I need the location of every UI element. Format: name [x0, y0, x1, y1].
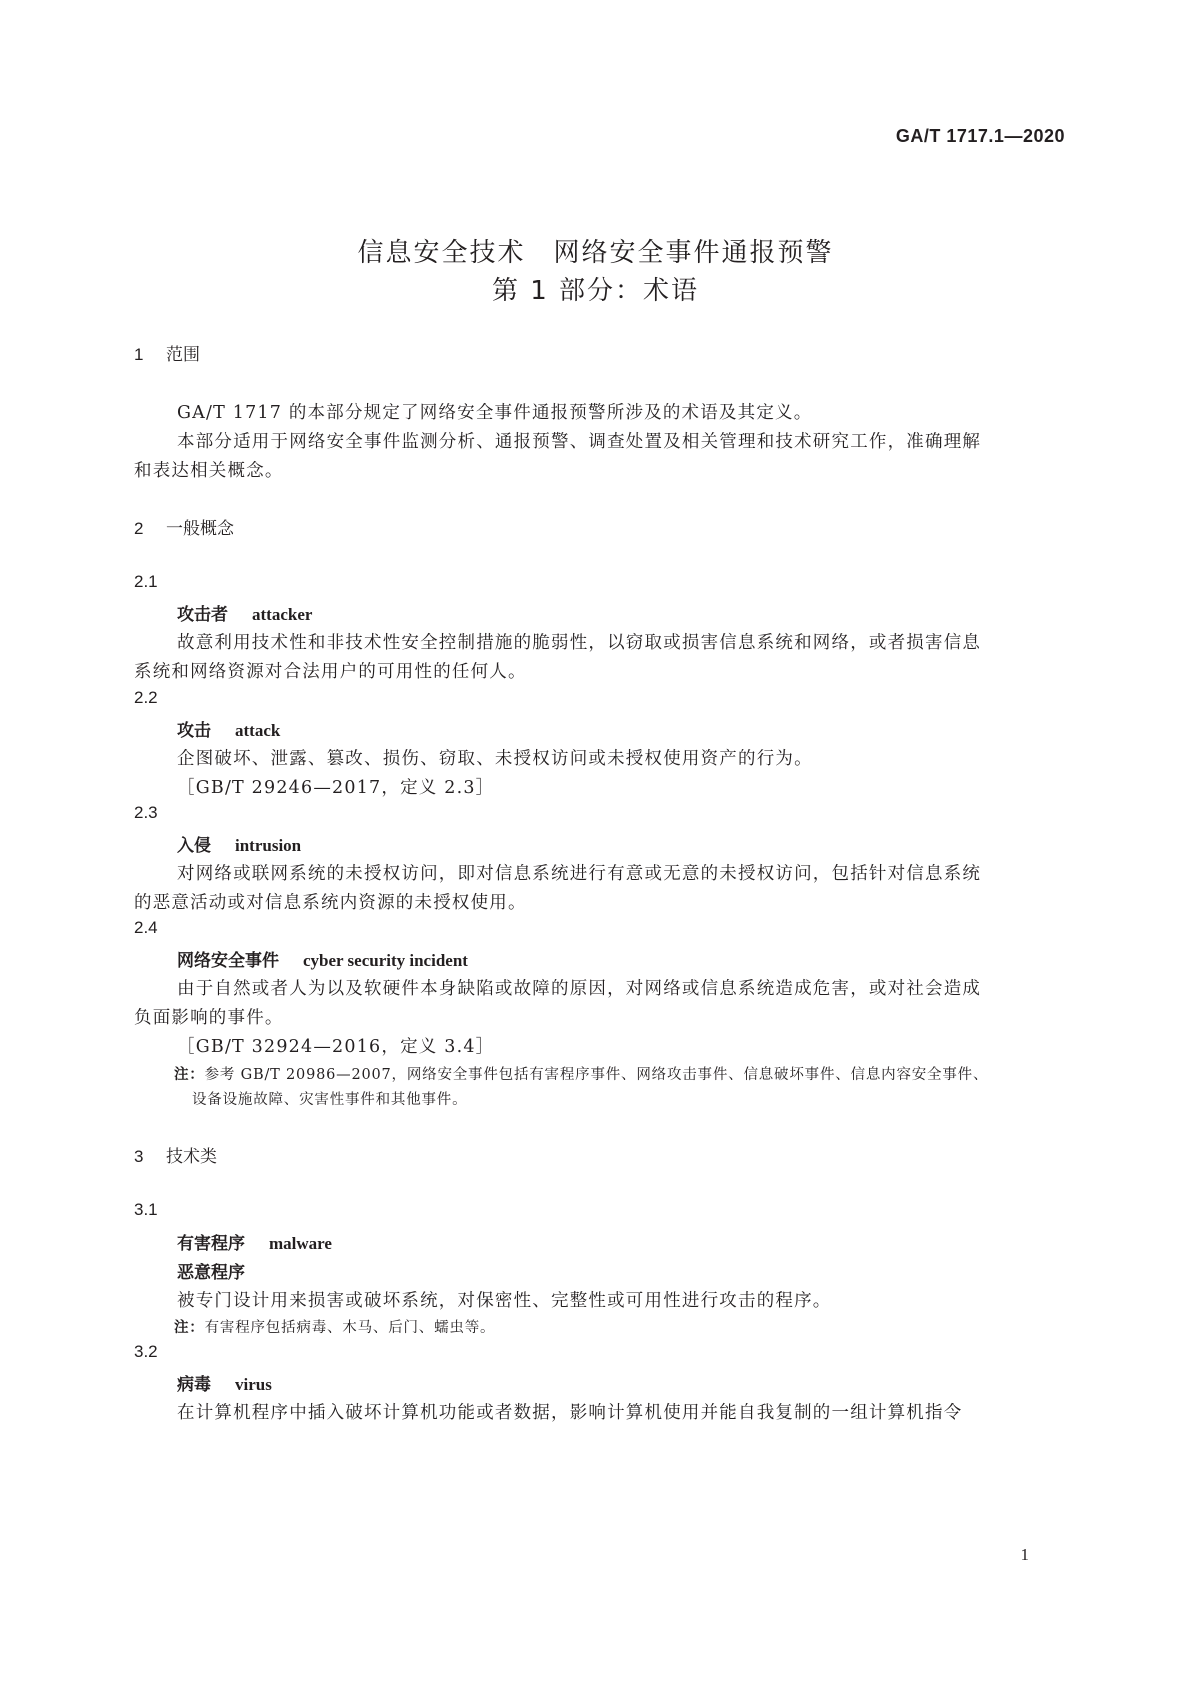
- note-label: 注：: [174, 1320, 205, 1336]
- section-number: 2: [134, 519, 144, 538]
- term-alternative: 恶意程序: [177, 1263, 245, 1283]
- term-english: virus: [235, 1375, 272, 1394]
- term-entry: [177, 831, 301, 856]
- section-heading-3: [134, 1142, 217, 1167]
- note-text: 有害程序包括病毒、木马、后门、蠕虫等。: [204, 1320, 496, 1336]
- paragraph-continuation: 和表达相关概念。: [134, 461, 284, 481]
- term-entry: [177, 946, 468, 971]
- term-chinese: 攻击: [177, 721, 211, 741]
- term-number: 3.2: [134, 1342, 158, 1361]
- section-heading-1: [134, 340, 200, 365]
- definition: 故意利用技术性和非技术性安全控制措施的脆弱性，以窃取或损害信息系统和网络，或者损害信息: [177, 633, 982, 653]
- term-number: 2.4: [134, 918, 158, 937]
- term-chinese: 有害程序: [177, 1234, 245, 1254]
- note: [174, 1316, 495, 1337]
- term-number: 3.1: [134, 1200, 158, 1219]
- section-title: 一般概念: [166, 519, 234, 539]
- standard-number: GA/T 1717.1—2020: [895, 126, 1065, 146]
- section-number: 1: [134, 345, 144, 364]
- document-subtitle: 第 1 部分：术语: [491, 276, 700, 306]
- term-english: malware: [269, 1234, 332, 1253]
- term-english: intrusion: [235, 836, 302, 855]
- definition: 被专门设计用来损害或破坏系统，对保密性、完整性或可用性进行攻击的程序。: [177, 1291, 832, 1311]
- term-entry: [177, 1229, 332, 1254]
- term-number: 2.2: [134, 688, 158, 707]
- page-number: 1: [1020, 1545, 1029, 1564]
- note-continuation: 设备设施故障、灾害性事件和其他事件。: [192, 1092, 468, 1108]
- note: [174, 1063, 988, 1084]
- definition: 由于自然或者人为以及软硬件本身缺陷或故障的原因，对网络或信息系统造成危害，或对社会造成: [177, 979, 982, 999]
- section-number: 3: [134, 1147, 144, 1166]
- section-title: 范围: [166, 345, 200, 365]
- term-english: cyber security incident: [303, 951, 468, 970]
- definition-continuation: 系统和网络资源对合法用户的可用性的任何人。: [134, 662, 527, 682]
- definition: 对网络或联网系统的未授权访问，即对信息系统进行有意或无意的未授权访问，包括针对信息系统: [177, 864, 982, 884]
- definition-continuation: 的恶意活动或对信息系统内资源的未授权使用。: [134, 893, 527, 913]
- term-chinese: 网络安全事件: [177, 951, 279, 971]
- note-label: 注：: [174, 1067, 205, 1083]
- paragraph: GA/T 1717 的本部分规定了网络安全事件通报预警所涉及的术语及其定义。: [177, 403, 813, 423]
- term-english: attack: [235, 721, 281, 740]
- definition-continuation: 负面影响的事件。: [134, 1008, 284, 1028]
- term-entry: [177, 1370, 272, 1395]
- document-title: 信息安全技术 网络安全事件通报预警: [357, 238, 834, 268]
- definition: 在计算机程序中插入破坏计算机功能或者数据，影响计算机使用并能自我复制的一组计算机指令: [177, 1403, 963, 1423]
- term-number: 2.1: [134, 572, 158, 591]
- term-chinese: 入侵: [177, 836, 211, 856]
- term-english: attacker: [252, 605, 313, 624]
- section-heading-2: [134, 514, 234, 539]
- note-text: 参考 GB/T 20986—2007，网络安全事件包括有害程序事件、网络攻击事件、信息破坏事件、信息内容安全事件、: [204, 1067, 989, 1083]
- paragraph: 本部分适用于网络安全事件监测分析、通报预警、调查处置及相关管理和技术研究工作，准确理解: [177, 432, 982, 452]
- term-entry: [177, 600, 312, 625]
- section-title: 技术类: [166, 1147, 217, 1167]
- source-reference: ［GB/T 32924—2016，定义 3.4］: [177, 1037, 495, 1057]
- term-chinese: 攻击者: [177, 605, 228, 625]
- term-chinese: 病毒: [177, 1375, 211, 1395]
- source-reference: ［GB/T 29246—2017，定义 2.3］: [177, 778, 495, 798]
- term-number: 2.3: [134, 803, 158, 822]
- definition: 企图破坏、泄露、篡改、损伤、窃取、未授权访问或未授权使用资产的行为。: [177, 749, 813, 769]
- term-entry: [177, 716, 280, 741]
